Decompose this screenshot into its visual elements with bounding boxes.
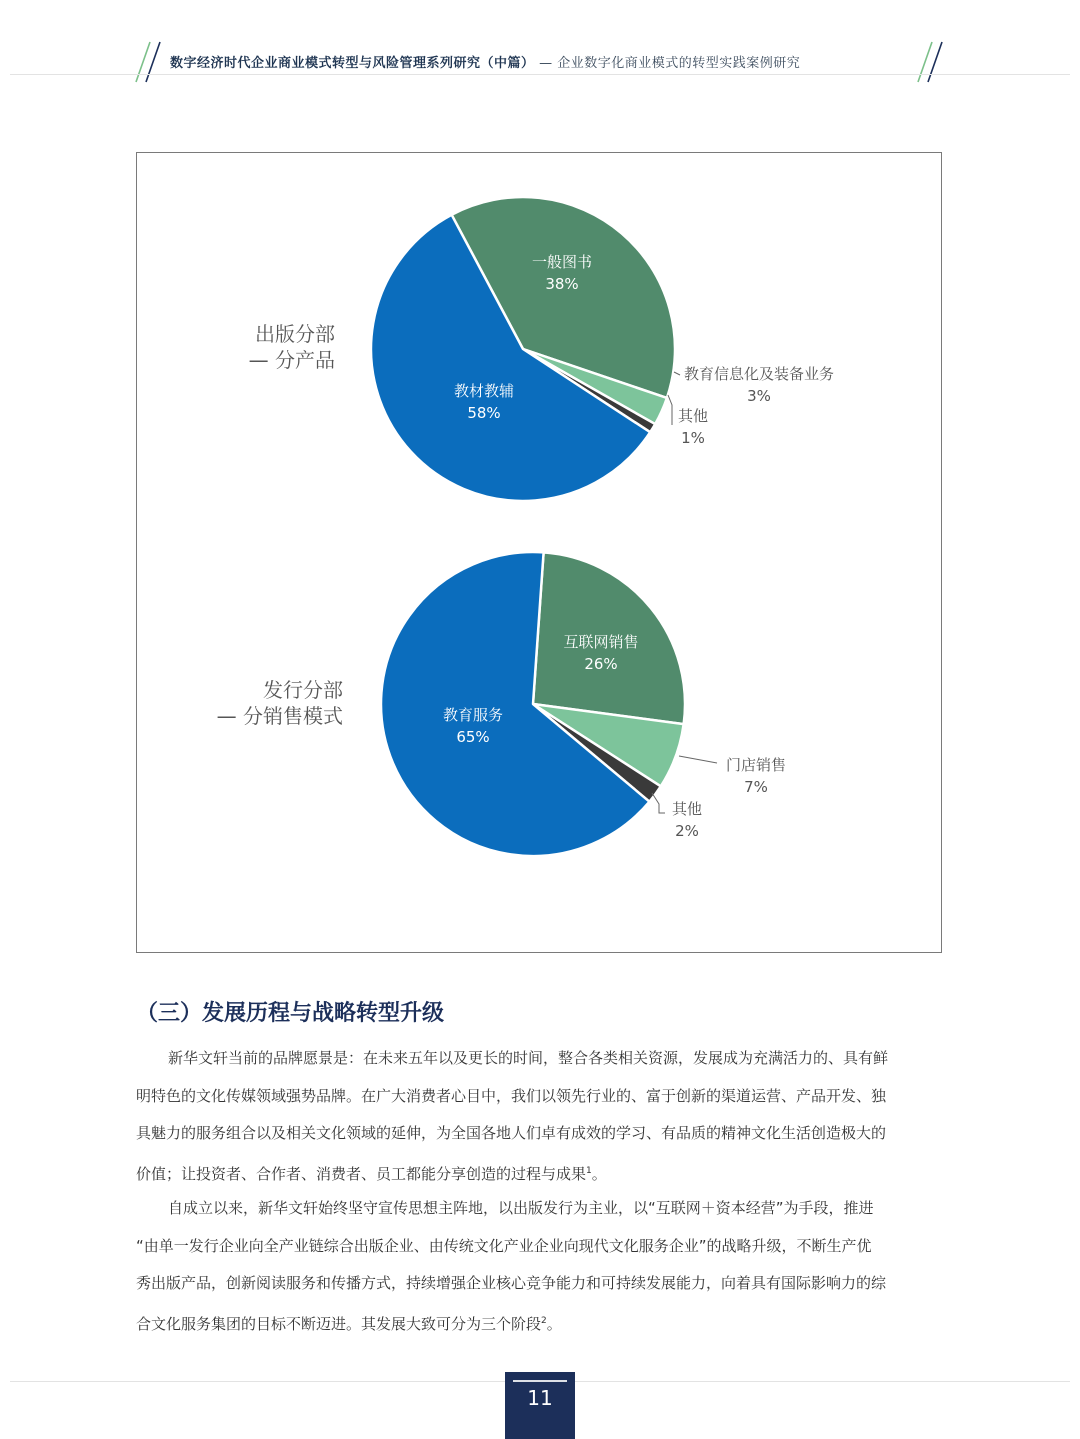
header-right-slash-decor	[916, 40, 956, 84]
publishing-title-line2: — 分产品	[248, 348, 335, 372]
slice-value-edu-info: 3%	[747, 387, 771, 405]
paragraph-line: 自成立以来，新华文轩始终坚守宣传思想主阵地，以出版发行为主业，以“互联网＋资本经营”为手段，推进	[168, 1199, 874, 1217]
paragraph-text: 合文化服务集团的目标不断迈进。其发展大致可分为三个阶段	[136, 1314, 542, 1333]
paragraph-end: 。	[591, 1164, 607, 1183]
distribution-title-line2: — 分销售模式	[216, 704, 343, 728]
slice-value-other-2: 2%	[675, 822, 699, 840]
paragraph-text: 价值；让投资者、合作者、消费者、员工都能分享创造的过程与成果	[136, 1164, 587, 1183]
paragraph-line: 新华文轩当前的品牌愿景是：在未来五年以及更长的时间，整合各类相关资源，发展成为充满活力的、具有鲜	[168, 1049, 889, 1067]
header-title-main: 数字经济时代企业商业模式转型与风险管理系列研究（中篇）	[170, 56, 535, 71]
page-number: 11	[527, 1386, 553, 1410]
slice-value-store-sales: 7%	[744, 778, 768, 796]
slice-label-general-books: 一般图书	[531, 253, 593, 271]
slice-value-other-1: 1%	[681, 429, 705, 447]
paragraph-end: 。	[546, 1314, 562, 1333]
slice-value-edu-services: 65%	[456, 728, 490, 746]
slice-value-online-sales: 26%	[584, 655, 618, 673]
slice-label-textbooks: 教材教辅	[453, 382, 515, 400]
paragraph-line	[136, 1303, 944, 1344]
page-number-bar-decor	[513, 1380, 567, 1382]
footnote-ref-1[interactable]: 1	[586, 1165, 592, 1176]
paragraph-line	[136, 1153, 944, 1194]
slice-label-edu-info: 教育信息化及装备业务	[683, 365, 835, 383]
distribution-chart-title	[177, 677, 343, 729]
slice-label-store-sales: 门店销售	[725, 756, 787, 774]
distribution-title-line1: 发行分部	[263, 678, 343, 702]
publishing-chart-title	[217, 321, 335, 373]
header-left-slash-decor	[134, 40, 174, 84]
paragraph-line: “由单一发行企业向全产业链综合出版企业、由传统文化产业企业向现代文化服务企业”的战略升级，不断生产优	[136, 1236, 872, 1255]
chart-figure	[136, 152, 942, 953]
distribution-pie-chart	[381, 552, 685, 856]
header-title-sub: — 企业数字化商业模式的转型实践案例研究	[539, 56, 801, 71]
leader-line-other-1	[668, 395, 672, 425]
section-heading: （三）发展历程与战略转型升级	[136, 1001, 445, 1026]
slice-label-online-sales: 互联网销售	[563, 633, 639, 651]
slice-value-general-books: 38%	[545, 275, 579, 293]
slice-label-edu-services: 教育服务	[442, 706, 504, 724]
publishing-pie-chart	[371, 197, 675, 501]
leader-line-store-sales	[679, 756, 717, 763]
paragraph-line: 具魅力的服务组合以及相关文化领域的延伸，为全国各地人们卓有成效的学习、有品质的精神文化生活创造极大的	[136, 1124, 887, 1142]
paragraph-history	[136, 1190, 944, 1343]
paragraph-brand-vision	[136, 1040, 944, 1193]
header-divider	[10, 74, 1070, 75]
slice-label-other-1: 其他	[677, 407, 709, 425]
footnote-ref-2[interactable]: 2	[541, 1315, 547, 1326]
running-header	[170, 52, 915, 71]
slice-value-textbooks: 58%	[467, 404, 501, 422]
leader-line-other-2	[652, 793, 665, 813]
paragraph-line: 明特色的文化传媒领域强势品牌。在广大消费者心目中，我们以领先行业的、富于创新的渠道运营、产品开发、独	[136, 1086, 887, 1105]
pie-charts-canvas	[137, 153, 943, 954]
leader-line-edu-info	[674, 372, 680, 375]
publishing-title-line1: 出版分部	[255, 322, 335, 346]
paragraph-line: 秀出版产品，创新阅读服务和传播方式，持续增强企业核心竞争能力和可持续发展能力，向着具有国际影响力的综	[136, 1274, 887, 1292]
slice-label-other-2: 其他	[671, 800, 703, 818]
